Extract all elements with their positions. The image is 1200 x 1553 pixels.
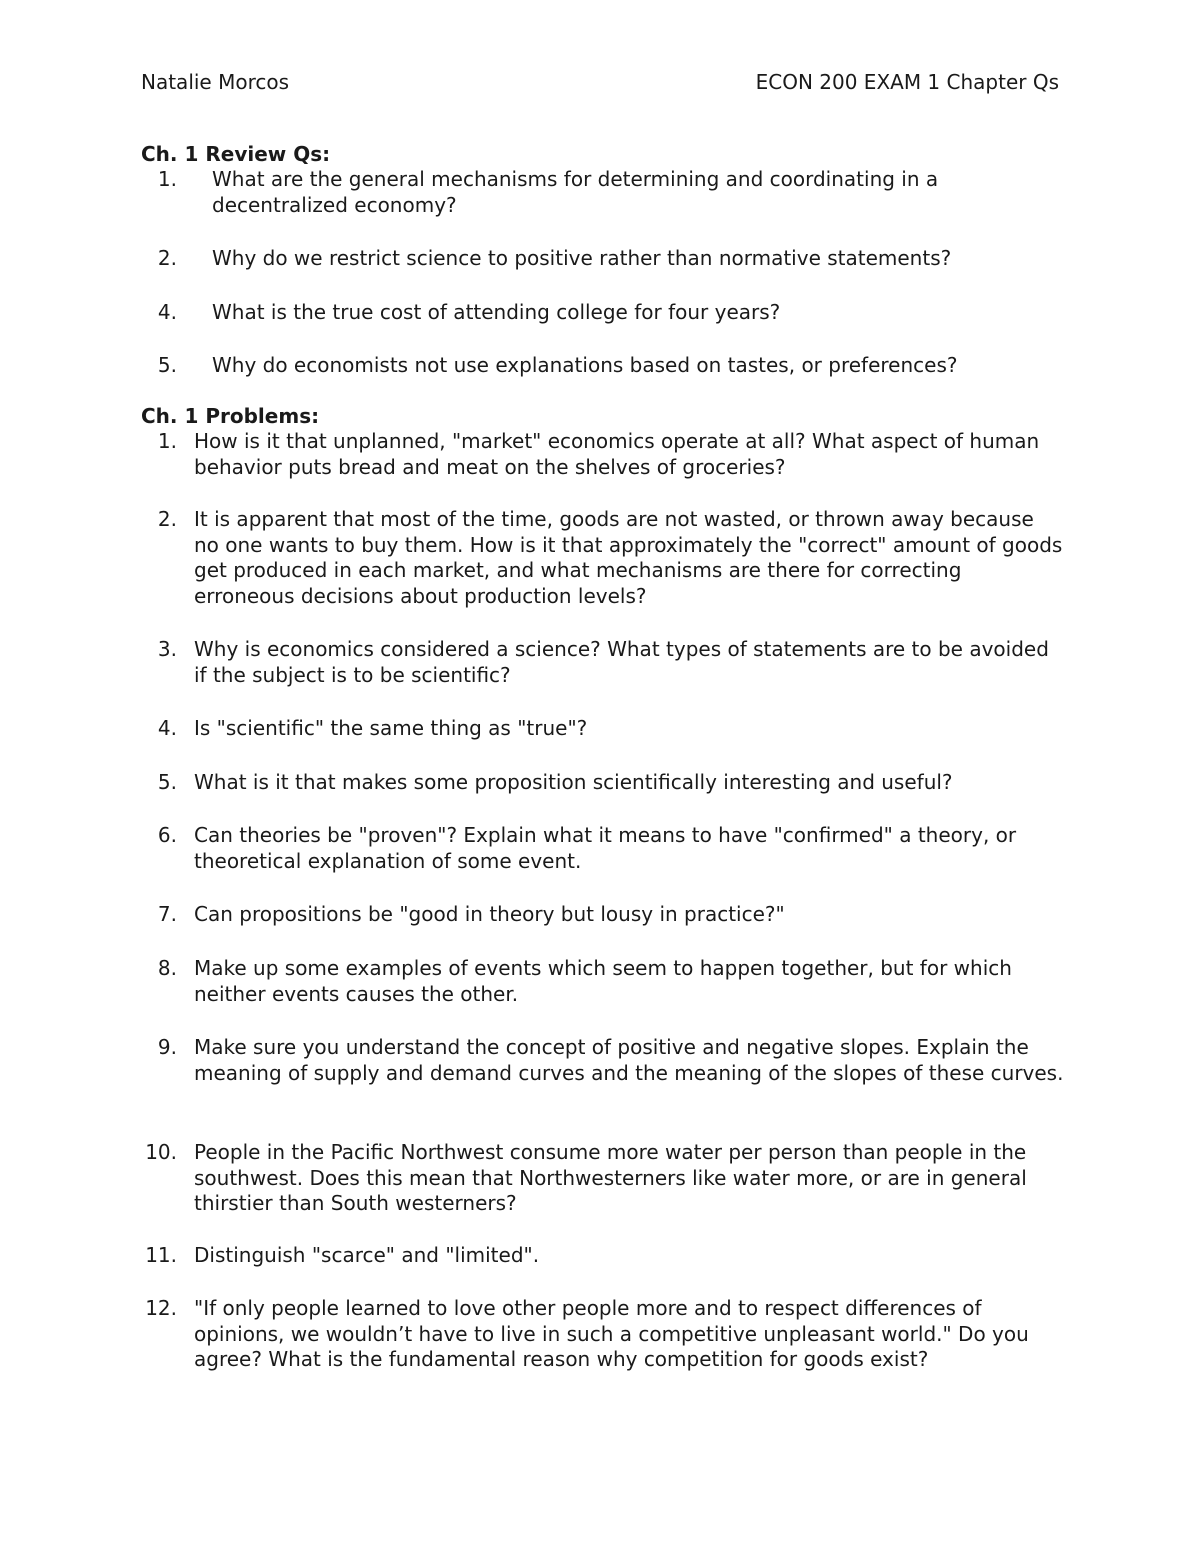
review-item-number: 5. [157, 353, 177, 377]
problem-item-text: Can propositions be "good in theory but lousy in practice?" [194, 902, 785, 926]
review-item-text: Why do we restrict science to positive rather than normative statements? [212, 246, 952, 270]
problem-item-text: Make up some examples of events which seem to happen together, but for which neither events causes the other. [194, 956, 1012, 1006]
problem-item-text: How is it that unplanned, "market" economics operate at all? What aspect of human behavior puts bread and meat on the shelves of groceries? [194, 429, 1040, 479]
problem-item-number: 3. [157, 637, 177, 661]
problem-item-text: Distinguish "scarce" and "limited". [194, 1243, 540, 1267]
problems-section-title: Ch. 1 Problems: [141, 404, 320, 428]
problem-item-number: 9. [157, 1035, 177, 1059]
problem-item-text: Why is economics considered a science? What types of statements are to be avoided if the subject is to be scientific? [194, 637, 1049, 687]
problem-item-text: "If only people learned to love other people more and to respect differences of opinions, we wouldn’t have to live in such a competitive unpleasant world." Do you agree? What is the fundamental reason why competition for goods exist? [194, 1296, 1029, 1371]
problem-item-text: Make sure you understand the concept of positive and negative slopes. Explain the meaning of supply and demand curves and the meaning of the slopes of these curves. [194, 1035, 1064, 1085]
problem-item-number: 11. [145, 1243, 177, 1267]
problem-item-text: People in the Pacific Northwest consume more water per person than people in the southwest. Does this mean that Northwesterners like water more, or are in general thirstier than South westerners? [194, 1140, 1027, 1215]
page-header [141, 70, 1059, 98]
problem-item-text: Can theories be "proven"? Explain what it means to have "confirmed" a theory, or theoretical explanation of some event. [194, 823, 1017, 873]
problem-item-text: It is apparent that most of the time, goods are not wasted, or thrown away because no one wants to buy them. How is it that approximately the "correct" amount of goods get produced in each market, and what mechanisms are there for correcting erroneous decisions about production levels? [194, 507, 1063, 608]
document-title: ECON 200 EXAM 1 Chapter Qs [755, 70, 1059, 94]
problem-item-text: What is it that makes some proposition scientifically interesting and useful? [194, 770, 953, 794]
review-item-number: 4. [157, 300, 177, 324]
author-name: Natalie Morcos [141, 70, 290, 94]
problem-item-number: 4. [157, 716, 177, 740]
problem-item-text: Is "scientific" the same thing as "true"? [194, 716, 588, 740]
problem-item-number: 6. [157, 823, 177, 847]
problem-item-number: 7. [157, 902, 177, 926]
review-item-text: Why do economists not use explanations based on tastes, or preferences? [212, 353, 958, 377]
review-item-text: What are the general mechanisms for determining and coordinating in a decentralized economy? [212, 167, 939, 217]
review-item-number: 2. [157, 246, 177, 270]
problem-item-number: 8. [157, 956, 177, 980]
problem-item-number: 10. [145, 1140, 177, 1164]
problem-item-number: 12. [145, 1296, 177, 1320]
problem-item-number: 2. [157, 507, 177, 531]
review-item-text: What is the true cost of attending college for four years? [212, 300, 781, 324]
problem-item-number: 5. [157, 770, 177, 794]
review-section-title: Ch. 1 Review Qs: [141, 142, 331, 166]
review-item-number: 1. [157, 167, 177, 191]
problem-item-number: 1. [157, 429, 177, 453]
